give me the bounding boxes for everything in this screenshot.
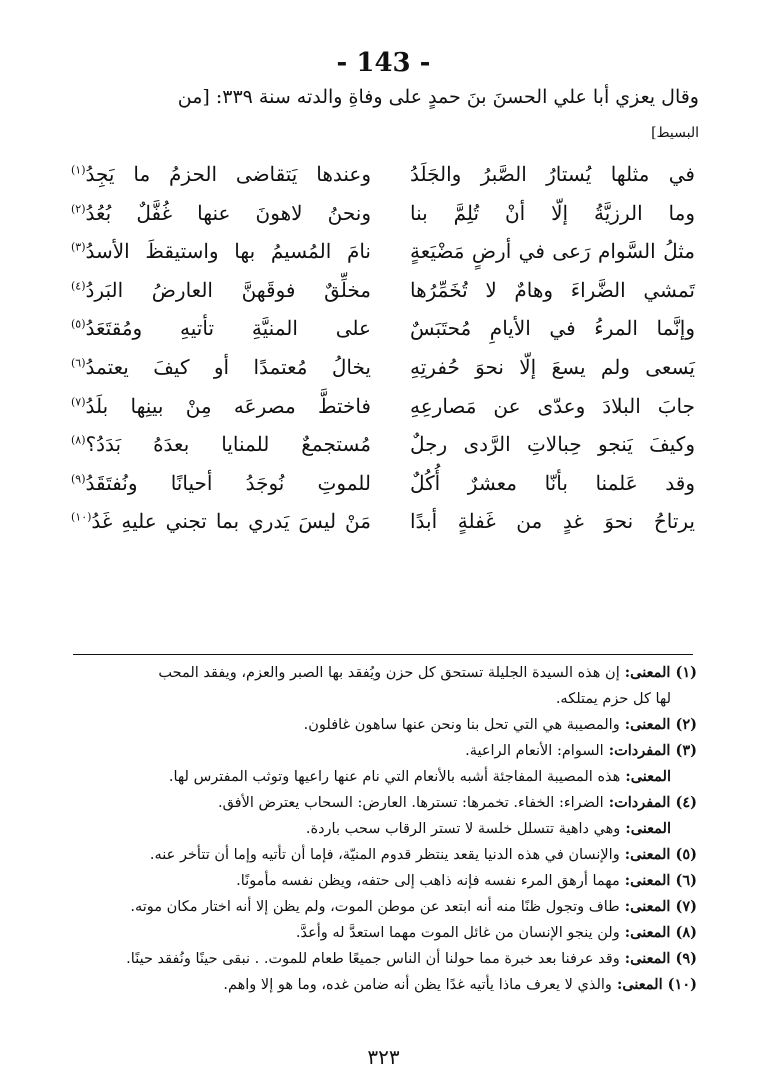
footnote-label: (٥) المعنى: [619, 846, 697, 863]
first-hemistich: مثلُ السَّوام رَعى في أرضٍ مَضْيَعةٍ [410, 239, 695, 264]
verse-line [0, 316, 767, 354]
second-hemistich-text: وعندها يَتقاضى الحزمُ ما يَجِدُ [85, 162, 371, 186]
footnote-marker: (٥) [71, 317, 86, 331]
footnote-marker: (٣) [71, 240, 86, 254]
first-hemistich: جابَ البلادَ وعدّى عن مَصارعِهِ [410, 393, 695, 418]
footnote-text: طاف وتجول ظنًا منه أنه ابتعد عن موطن الموت، ولم يظن إلا أنه اختار مكان موته. [130, 899, 620, 915]
footnote [77, 816, 697, 842]
footnote [77, 972, 697, 998]
second-hemistich-text: نامَ المُسيمُ بها واستيقظَ الأسدُ [85, 239, 371, 264]
footnote-continuation: لها كل حزم يمتلكه. [555, 691, 671, 707]
footnote-marker: (٧) [71, 394, 86, 408]
second-hemistich-text: مَنْ ليسَ يَدري بما تجني عليهِ غَدُ [91, 509, 371, 534]
footnote [77, 764, 697, 790]
footnote-text: والذي لا يعرف ماذا يأتيه غدًا يظن أنه ضامن غده، وما هو إلا واهم. [223, 977, 612, 993]
footnote-label: (١٠) المعنى: [611, 976, 697, 993]
footnote [77, 842, 697, 868]
verse-line [0, 278, 767, 316]
first-hemistich: وما الرزيَّةُ إلّا أنْ تُلِمَّ بنا [410, 200, 695, 225]
footnote-text: هذه المصيبة المفاجئة أشبه بالأنعام التي نام عنها راعيها وتوثب المفترس لها. [168, 769, 621, 785]
first-hemistich: وكيفَ يَنجو حِبالاتِ الرَّدى رجلٌ [410, 432, 695, 457]
footnote-text: والمصيبة هي التي تحل بنا ونحن عنها ساهون غافلون. [303, 717, 620, 733]
footnote-label: المعنى: [620, 820, 671, 837]
page-folio: ٣٢٣ [367, 1045, 400, 1069]
verse-line [0, 509, 767, 547]
poem-intro [59, 84, 699, 141]
second-hemistich-text: يخالُ مُعتمدًا أو كيفَ يعتمدُ [85, 355, 371, 379]
footnote-text: الضراء: الخفاء. تخمرها: تسترها. العارض: السحاب يعترض الأفق. [217, 795, 604, 811]
footnote-marker: (١٠) [71, 510, 92, 524]
footnote [77, 738, 697, 764]
second-hemistich [71, 509, 371, 533]
second-hemistich [71, 162, 371, 186]
first-hemistich: في مثلها يُستارُ الصَّبرُ والجَلَدُ [410, 162, 695, 186]
second-hemistich-text: مخلِّقٌ فوقَهنَّ العارضُ البَردُ [85, 277, 371, 302]
footnote [77, 946, 697, 972]
footnote [77, 894, 697, 920]
second-hemistich-text: مُستجمعٌ للمنايا بعدَهُ بَدَدُ؟ [85, 432, 371, 457]
verse-line [0, 471, 767, 509]
verse-line [0, 394, 767, 432]
footnote-marker: (٤) [71, 279, 86, 293]
footnote-marker: (٩) [71, 472, 86, 486]
footnote [77, 790, 697, 816]
first-hemistich: يَسعى ولم يسعَ إلّا نحوَ حُفرتِهِ [410, 355, 695, 379]
footnote-text: مهما أرهق المرء نفسه فإنه ذاهب إلى حتفه، ويظن نفسه مأمونًا. [236, 873, 620, 889]
second-hemistich [71, 432, 371, 456]
meter-label: البسيط] [651, 125, 699, 141]
second-hemistich-text: على المنيَّةِ تأتيهِ ومُقتَعَدُ [85, 316, 371, 341]
second-hemistich [71, 239, 371, 263]
footnote-text: والإنسان في هذه الدنيا يقعد ينتظر قدوم المنيّة، فإما أن تأتيه وإما أن تتأخر عنه. [149, 847, 620, 863]
footnote-text: وقد عرفنا بعد خبرة مما حولنا أن الناس جميعًا طعام للموت. . نبقى حينًا ونُفقد حينًا. [126, 951, 620, 967]
footnotes [77, 660, 697, 998]
second-hemistich [71, 316, 371, 340]
second-hemistich [71, 201, 371, 225]
footnote-label: المعنى: [620, 768, 671, 785]
second-hemistich [71, 471, 371, 495]
footnote-text: إن هذه السيدة الجليلة تستحق كل حزن ويُفقد بها الصبر والعزم، ويفقد المحب [158, 665, 620, 681]
footnote-label: (٩) المعنى: [619, 950, 697, 967]
second-hemistich [71, 394, 371, 418]
second-hemistich-text: للموتِ نُوجَدُ أحيانًا ونُفتَقَدُ [85, 470, 371, 495]
second-hemistich [71, 355, 371, 379]
page-number-header: - 143 - [336, 48, 431, 78]
footnote-label: (٢) المعنى: [619, 716, 697, 733]
first-hemistich: تَمشي الضَّراءَ وهامٌ لا تُخَمِّرُها [410, 277, 695, 302]
footnote [77, 712, 697, 738]
footnote [77, 660, 697, 712]
verse-line [0, 162, 767, 200]
footnote-marker: (٢) [71, 201, 86, 215]
first-hemistich: وقد عَلمنا بأنّا معشرٌ أُكُلٌ [410, 470, 695, 495]
second-hemistich-text: ونحنُ لاهونَ عنها غُفَّلٌ بُعُدُ [85, 200, 371, 225]
footnote-text: وهي داهية تتسلل خلسة لا تستر الرقاب سحب باردة. [305, 821, 621, 837]
footnote-label: (٣) المفردات: [603, 742, 697, 759]
footnote-label: (١) المعنى: [619, 664, 697, 681]
verse-line [0, 355, 767, 393]
second-hemistich [71, 278, 371, 302]
footnote [77, 920, 697, 946]
footnote-marker: (٦) [71, 356, 86, 370]
footnote-label: (٦) المعنى: [619, 872, 697, 889]
first-hemistich: وإنَّما المرءُ في الأيامِ مُحتَبَسٌ [410, 316, 695, 341]
footnote-marker: (١) [71, 163, 86, 177]
footnote-marker: (٨) [71, 433, 86, 447]
verse-line [0, 239, 767, 277]
second-hemistich-text: فاختطَّ مصرعَه مِنْ بينِها بلَدُ [85, 393, 371, 418]
footnote-label: (٤) المفردات: [603, 794, 697, 811]
first-hemistich: يرتاحُ نحوَ غدٍ من غَفلةٍ أبدًا [410, 509, 695, 534]
footnote-text: ولن ينجو الإنسان من غائل الموت مهما استعدَّ له وأعدَّ. [295, 925, 620, 941]
verse-line [0, 432, 767, 470]
footnote-text: السوام: الأنعام الراعية. [465, 743, 604, 759]
intro-text: وقال يعزي أبا علي الحسنَ بنَ حمدٍ على وفاةِ والدته سنة ٣٣٩: [من [177, 86, 699, 108]
footnote [77, 868, 697, 894]
footnote-label: (٨) المعنى: [619, 924, 697, 941]
footnote-divider [73, 654, 693, 655]
verse-line [0, 201, 767, 239]
footnote-label: (٧) المعنى: [619, 898, 697, 915]
